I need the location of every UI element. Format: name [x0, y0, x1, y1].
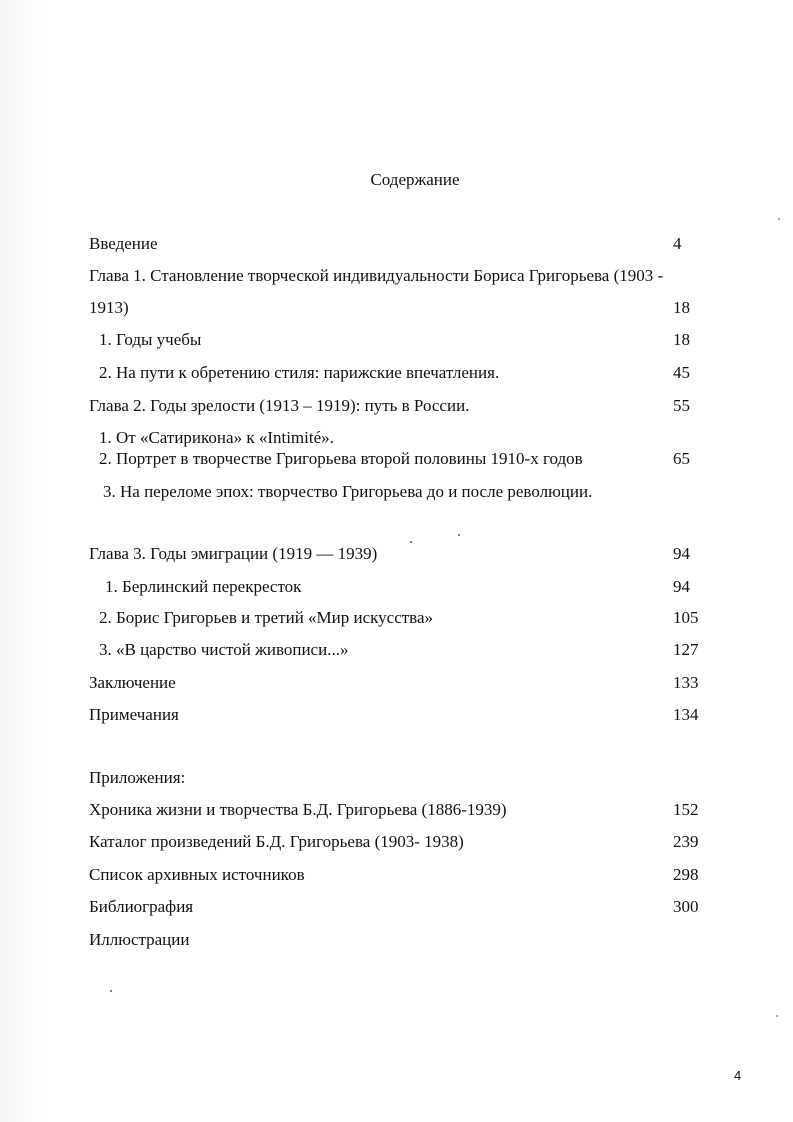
toc-entry-label: 1. Берлинский перекресток [105, 577, 302, 596]
toc-entry-label: Заключение [89, 673, 176, 692]
toc-entry-label: 2. На пути к обретению стиля: парижские впечатления. [99, 363, 500, 382]
page-number: 4 [734, 1068, 742, 1083]
toc-entry-page: 134 [673, 705, 699, 724]
toc-entry-page: 239 [673, 832, 699, 851]
toc-entry-page: 105 [673, 608, 699, 627]
toc-entry-label: 3. На переломе эпох: творчество Григорьева до и после революции. [103, 482, 593, 501]
toc-entry-label: 2. Борис Григорьев и третий «Мир искусства» [99, 608, 434, 627]
toc-entry-label: 2. Портрет в творчестве Григорьева второй половины 1910-х годов [99, 449, 583, 468]
toc-entry-label: Глава 3. Годы эмиграции (1919 — 1939) [89, 544, 378, 563]
toc-entry-label: Приложения: [89, 768, 186, 787]
scan-speck [110, 990, 112, 992]
toc-entry-label: Библиография [89, 897, 194, 916]
toc-entry-label: Каталог произведений Б.Д. Григорьева (1903- 1938) [89, 832, 464, 851]
toc-entry-label: Хроника жизни и творчества Б.Д. Григорьева (1886-1939) [89, 800, 507, 819]
scan-speck [458, 534, 460, 536]
toc-entry-label: 3. «В царство чистой живописи...» [99, 640, 349, 659]
toc-entry-page: 65 [673, 449, 690, 468]
scan-speck [778, 218, 780, 220]
toc-entry-page: 18 [673, 330, 690, 349]
toc-entry-page: 127 [673, 640, 699, 659]
toc-entry-page: 133 [673, 673, 699, 692]
toc-entry-page: 298 [673, 865, 699, 884]
toc-entry-label: Глава 1. Становление творческой индивидуальности Бориса Григорьева (1903 - [89, 266, 664, 285]
scan-edge-shadow [0, 0, 44, 1122]
toc-entry-page: 4 [673, 234, 682, 253]
toc-entry-label: 1. От «Сатирикона» к «Intimité». [99, 428, 334, 447]
toc-entry-page: 94 [673, 577, 690, 596]
toc-entry-page: 18 [673, 298, 690, 317]
toc-entry-page: 300 [673, 897, 699, 916]
scan-speck [410, 541, 412, 543]
toc-entry-label: Иллюстрации [89, 930, 190, 949]
toc-entry-label: 1913) [89, 298, 129, 317]
toc-entry-label: 1. Годы учебы [99, 330, 202, 349]
toc-entry-page: 94 [673, 544, 690, 563]
toc-entry-page: 45 [673, 363, 690, 382]
toc-entry-page: 152 [673, 800, 699, 819]
toc-entry-label: Список архивных источников [89, 865, 305, 884]
toc-entry-page: 55 [673, 396, 690, 415]
toc-entry-label: Введение [89, 234, 158, 253]
page-title: Содержание [370, 170, 460, 189]
toc-entry-label: Глава 2. Годы зрелости (1913 – 1919): путь в России. [89, 396, 470, 415]
toc-entry-label: Примечания [89, 705, 179, 724]
scan-speck [776, 1015, 778, 1017]
